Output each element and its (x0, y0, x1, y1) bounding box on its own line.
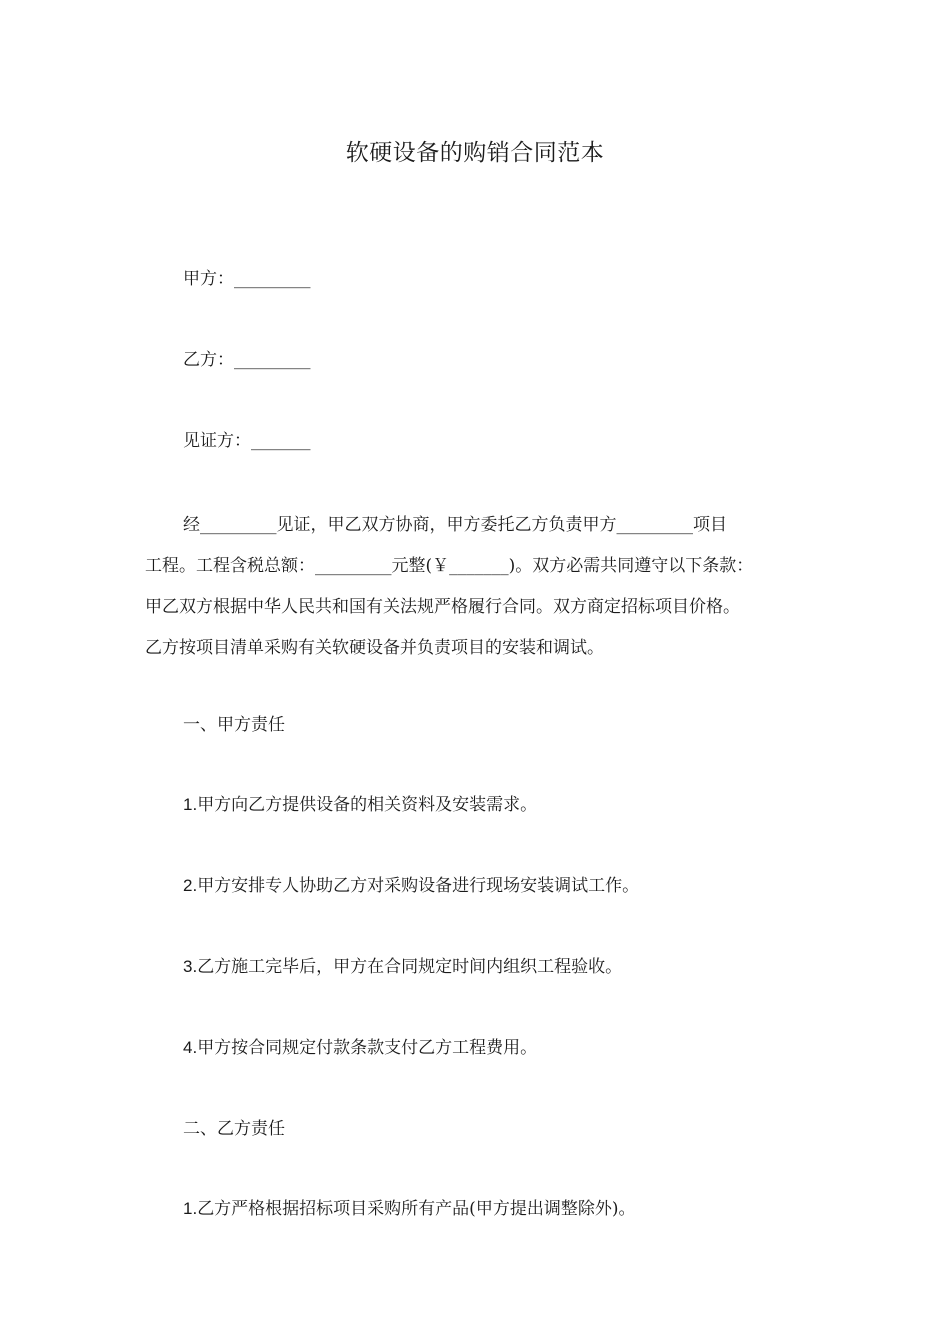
party-a-line: 甲方：_________ (183, 269, 311, 289)
document-title: 软硬设备的购销合同范本 (345, 140, 605, 166)
clause-text: 乙方严格根据招标项目采购所有产品(甲方提出调整除外)。 (197, 1199, 636, 1219)
clause-number: 4. (183, 1038, 198, 1057)
clause-number: 2. (183, 876, 198, 895)
intro-paragraph (145, 505, 825, 669)
intro-line: 乙方按项目清单采购有关软硬设备并负责项目的安装和调试。 (145, 638, 604, 658)
clause-number: 1. (183, 1199, 198, 1218)
clause-number: 1. (183, 795, 198, 814)
section-heading-party-b: 二、乙方责任 (183, 1119, 285, 1139)
clause-item (183, 873, 639, 899)
clause-text: 甲方安排专人协助乙方对采购设备进行现场安装调试工作。 (197, 876, 640, 896)
clause-text: 甲方按合同规定付款条款支付乙方工程费用。 (197, 1038, 538, 1058)
intro-line: 经_________见证，甲乙双方协商，甲方委托乙方负责甲方_________项目 (183, 515, 727, 535)
intro-line: 甲乙双方根据中华人民共和国有关法规严格履行合同。双方商定招标项目价格。 (145, 597, 740, 617)
intro-line: 工程。工程含税总额：_________元整(￥_______)。双方必需共同遵守以下条款： (145, 556, 754, 576)
clause-item (183, 954, 622, 980)
section-heading-party-a: 一、甲方责任 (183, 715, 285, 735)
witness-line: 见证方：_______ (183, 431, 311, 451)
clause-number: 3. (183, 957, 198, 976)
clause-item (183, 1196, 635, 1222)
clause-text: 乙方施工完毕后，甲方在合同规定时间内组织工程验收。 (197, 957, 623, 977)
clause-text: 甲方向乙方提供设备的相关资料及安装需求。 (197, 795, 538, 815)
clause-item (183, 792, 537, 818)
clause-item (183, 1035, 537, 1061)
party-b-line: 乙方：_________ (183, 350, 311, 370)
